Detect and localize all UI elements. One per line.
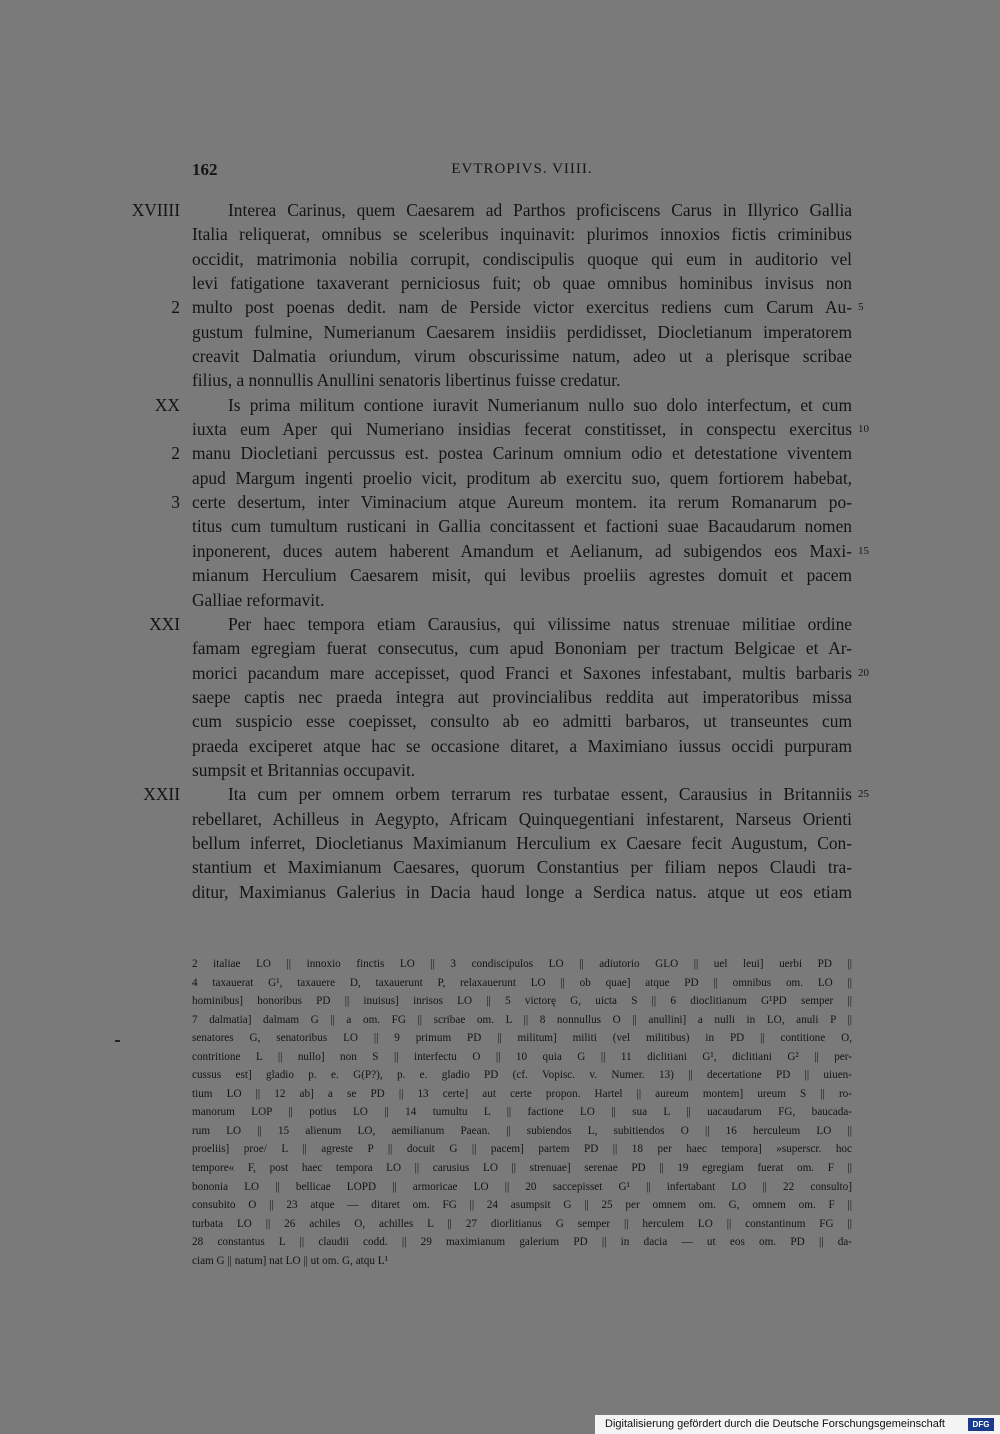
line-number: 10 bbox=[858, 423, 869, 436]
line-text: levi fatigatione taxaverant perniciosus fuit; ob quae omnibus hominibus invisus non bbox=[192, 273, 852, 294]
line-text: stantium et Maximianum Caesares, quorum Constantius per filiam nepos Claudi tra- bbox=[192, 857, 852, 878]
apparatus-line bbox=[0, 1178, 1000, 1197]
text-line bbox=[0, 758, 1000, 782]
apparatus-line bbox=[0, 992, 1000, 1011]
apparatus-line bbox=[0, 1140, 1000, 1159]
apparatus-text: tempore« F, post haec tempora LO || carusius LO || strenuae] serenae PD || 19 egregiam fuerat om. F || bbox=[192, 1162, 852, 1175]
apparatus-text: rum LO || 15 alienum LO, aemilianum Paean. || subiendos L, subitiendos O || 16 herculeum LO || bbox=[192, 1124, 852, 1137]
line-text: cum suspicio esse coepisset, consulto ab eo admitti barbaros, ut transeuntes cum bbox=[192, 711, 852, 732]
text-line bbox=[0, 612, 1000, 636]
line-text: Interea Carinus, quem Caesarem ad Parthos proficiscens Carus in Illyrico Gallia bbox=[228, 200, 852, 220]
section-number: XVIIII bbox=[131, 200, 180, 220]
text-line bbox=[0, 734, 1000, 758]
section-number: 2 bbox=[171, 297, 180, 318]
text-line bbox=[0, 514, 1000, 538]
text-line bbox=[0, 709, 1000, 733]
footer-bar bbox=[595, 1415, 1000, 1434]
line-text: titus cum tumultum rusticani in Gallia concitassent et factioni suae Bacaudarum nomen bbox=[192, 516, 852, 537]
apparatus-line bbox=[0, 1085, 1000, 1104]
text-line bbox=[0, 588, 1000, 612]
line-text: inponerent, duces autem haberent Amandum et Aelianum, ad subigendos eos Maxi- bbox=[192, 540, 852, 561]
text-line bbox=[0, 247, 1000, 271]
apparatus-text: turbata LO || 26 achiles O, achilles L || 27 diorlitianus G semper || herculem LO || constantinum FG || bbox=[192, 1217, 852, 1230]
apparatus-line bbox=[0, 1252, 1000, 1271]
line-number: 15 bbox=[858, 544, 869, 557]
line-text: occidit, matrimonia nobilia corrupit, condiscipulis quoque qui eum in auditorio vel bbox=[192, 248, 852, 269]
apparatus-line bbox=[0, 974, 1000, 993]
apparatus-line bbox=[0, 1066, 1000, 1085]
line-text: famam egregiam fuerat consecutus, cum apud Bononiam per tractum Belgicae et Ar- bbox=[192, 638, 852, 659]
apparatus-line bbox=[0, 955, 1000, 974]
text-line bbox=[0, 198, 1000, 222]
text-line bbox=[0, 661, 1000, 685]
line-text: bellum inferret, Diocletianus Maximianum Herculium ex Caesare fecit Augustum, Con- bbox=[192, 832, 852, 853]
apparatus-text: 7 dalmatia] dalmam G || a om. FG || scribae om. L || 8 nonnullus O || anullini] a nulli in LO, anuli P || bbox=[192, 1013, 852, 1026]
text-line bbox=[0, 782, 1000, 806]
text-line bbox=[0, 831, 1000, 855]
line-number: 5 bbox=[858, 301, 864, 314]
line-text: sumpsit et Britannias occupavit. bbox=[192, 759, 416, 780]
text-line bbox=[0, 368, 1000, 392]
apparatus-text: bononia LO || bellicae LOPD || armoricae LO || 20 saccepisset G¹ || infertabant LO || 22 consulto] bbox=[192, 1180, 852, 1193]
apparatus-line bbox=[0, 1103, 1000, 1122]
section-number: XXI bbox=[149, 613, 180, 634]
text-line bbox=[0, 490, 1000, 514]
line-text: Is prima militum contione iuravit Numerianum nullo suo dolo interfectum, et cum bbox=[228, 394, 852, 415]
line-text: iuxta eum Aper qui Numeriano insidias fecerat constitisset, in conspectu exercitus bbox=[192, 419, 852, 440]
line-text: apud Margum ingenti proelio vicit, proditum ab exercitu suo, quem fortiorem habebat, bbox=[192, 467, 852, 488]
apparatus-text: contritione L || nullo] non S || interfectu O || 10 quia G || 11 diclitiani G¹, diclitiani G² || per- bbox=[192, 1050, 852, 1063]
text-line bbox=[0, 295, 1000, 319]
apparatus-text: 2 italiae LO || innoxio finctis LO || 3 condiscipulos LO || adiutorio GLO || uel leui] uerbi PD || bbox=[192, 958, 852, 970]
apparatus-text: hominibus] honoribus PD || inuisus] inrisos LO || 5 victorę G, uicta S || 6 dioclitianum G¹PD semper || bbox=[192, 995, 852, 1008]
apparatus-line bbox=[0, 1215, 1000, 1234]
line-text: Per haec tempora etiam Carausius, qui vilissime natus strenuae militiae ordine bbox=[228, 613, 852, 634]
text-line bbox=[0, 222, 1000, 246]
line-text: rebellaret, Achilleus in Aegypto, Africam Quinquegentiani infestarent, Narseus Orienti bbox=[192, 808, 852, 829]
line-number: 20 bbox=[858, 666, 869, 679]
page-header bbox=[192, 160, 852, 184]
apparatus-line bbox=[0, 1048, 1000, 1067]
line-text: mianum Herculium Caesarem misit, qui levibus proeliis agrestes domuit et pacem bbox=[192, 565, 852, 586]
page-number: 162 bbox=[192, 160, 218, 179]
line-text: ditur, Maximianus Galerius in Dacia haud longe a Serdica natus. atque ut eos etiam bbox=[192, 881, 852, 902]
apparatus-text: ciam G || natum] nat LO || ut om. G, atqu L¹ bbox=[192, 1254, 388, 1267]
text-line bbox=[0, 441, 1000, 465]
dfg-logo: DFG bbox=[968, 1418, 994, 1431]
apparatus-text: 4 taxauerat G¹, taxauere D, taxauerunt P, relaxauerunt LO || ob quae] atque PD || omnibus om. LO || bbox=[192, 976, 852, 989]
text-line bbox=[0, 320, 1000, 344]
line-text: certe desertum, inter Viminacium atque Aureum montem. ita rerum Romanarum po- bbox=[192, 492, 852, 513]
running-title: EVTROPIVS. VIIII. bbox=[451, 161, 593, 177]
footer-credit: Digitalisierung gefördert durch die Deutsche Forschungsgemeinschaft bbox=[605, 1418, 945, 1430]
apparatus-text: 28 constantus L || claudii codd. || 29 maximianum galerium PD || in dacia — ut eos om. PD || da- bbox=[192, 1236, 852, 1249]
line-text: filius, a nonnullis Anullini senatoris libertinus fuisse credatur. bbox=[192, 370, 621, 391]
apparatus-line bbox=[0, 1233, 1000, 1252]
text-line bbox=[0, 563, 1000, 587]
apparatus-text: senatores G, senatoribus LO || 9 primum PD || militum] militi (vel militibus) in PD || contitione O, bbox=[192, 1032, 852, 1045]
apparatus-line bbox=[0, 1011, 1000, 1030]
text-line bbox=[0, 685, 1000, 709]
apparatus-text: cussus est] gladio p. e. G(P?), p. e. gladio PD (cf. Vopisc. v. Numer. 13) || decertatione PD || uiuen- bbox=[192, 1069, 852, 1082]
text-line bbox=[0, 855, 1000, 879]
apparatus-text: manorum LOP || potius LO || 14 tumultu L || factione LO || sua L || uacaudarum FG, baucada- bbox=[192, 1106, 852, 1119]
line-text: Italia reliquerat, omnibus se sceleribus inquinavit: plurimos innoxios fictis criminibus bbox=[192, 224, 852, 245]
line-text: Galliae reformavit. bbox=[192, 589, 325, 610]
section-number: 3 bbox=[171, 492, 180, 513]
line-text: multo post poenas dedit. nam de Perside victor exercitus rediens cum Carum Au- bbox=[192, 297, 852, 318]
text-line bbox=[0, 344, 1000, 368]
critical-apparatus bbox=[0, 955, 1000, 1270]
line-text: manu Diocletiani percussus est. postea Carinum omnium odio et detestatione viventem bbox=[192, 443, 852, 464]
text-line bbox=[0, 466, 1000, 490]
line-text: gustum fulmine, Numerianum Caesarem insidiis perdidisset, Diocletianum imperatorem bbox=[192, 321, 852, 342]
text-line bbox=[0, 880, 1000, 904]
apparatus-line bbox=[0, 1196, 1000, 1215]
section-number: XX bbox=[154, 394, 180, 415]
apparatus-text: consubito O || 23 atque — ditaret om. FG || 24 asumpsit G || 25 per omnem om. G, omnem om. F || bbox=[192, 1199, 852, 1212]
apparatus-line bbox=[0, 1122, 1000, 1141]
line-text: praeda exciperet atque hac se occasione ditaret, a Maximiano iussus occidi purpuram bbox=[192, 735, 852, 756]
main-text bbox=[0, 198, 1000, 904]
line-number: 25 bbox=[858, 788, 869, 801]
line-text: morici pacandum mare accepisset, quod Franci et Saxones infestabant, multis barbaris bbox=[192, 662, 852, 683]
apparatus-text: proeliis] proe/ L || agreste P || docuit G || pacem] partem PD || 18 per haec tempora] »superscr. hoc bbox=[192, 1143, 852, 1156]
section-number: XXII bbox=[143, 784, 180, 805]
line-text: creavit Dalmatia oriundum, virum obscurissime natum, adeo ut a plerisque scribae bbox=[192, 346, 852, 367]
line-text: saepe captis nec praeda integra aut provincialibus reddita aut imperatoribus missa bbox=[192, 686, 852, 707]
text-line bbox=[0, 271, 1000, 295]
text-line bbox=[0, 417, 1000, 441]
apparatus-line bbox=[0, 1029, 1000, 1048]
text-line bbox=[0, 807, 1000, 831]
text-line bbox=[0, 393, 1000, 417]
text-line bbox=[0, 636, 1000, 660]
apparatus-line bbox=[0, 1159, 1000, 1178]
text-line bbox=[0, 539, 1000, 563]
apparatus-text: tium LO || 12 ab] a se PD || 13 certe] aut certe propon. Hartel || aureum montem] ureum S || ro- bbox=[192, 1087, 852, 1100]
line-text: Ita cum per omnem orbem terrarum res turbatae essent, Carausius in Britanniis bbox=[228, 784, 852, 805]
section-number: 2 bbox=[171, 443, 180, 464]
